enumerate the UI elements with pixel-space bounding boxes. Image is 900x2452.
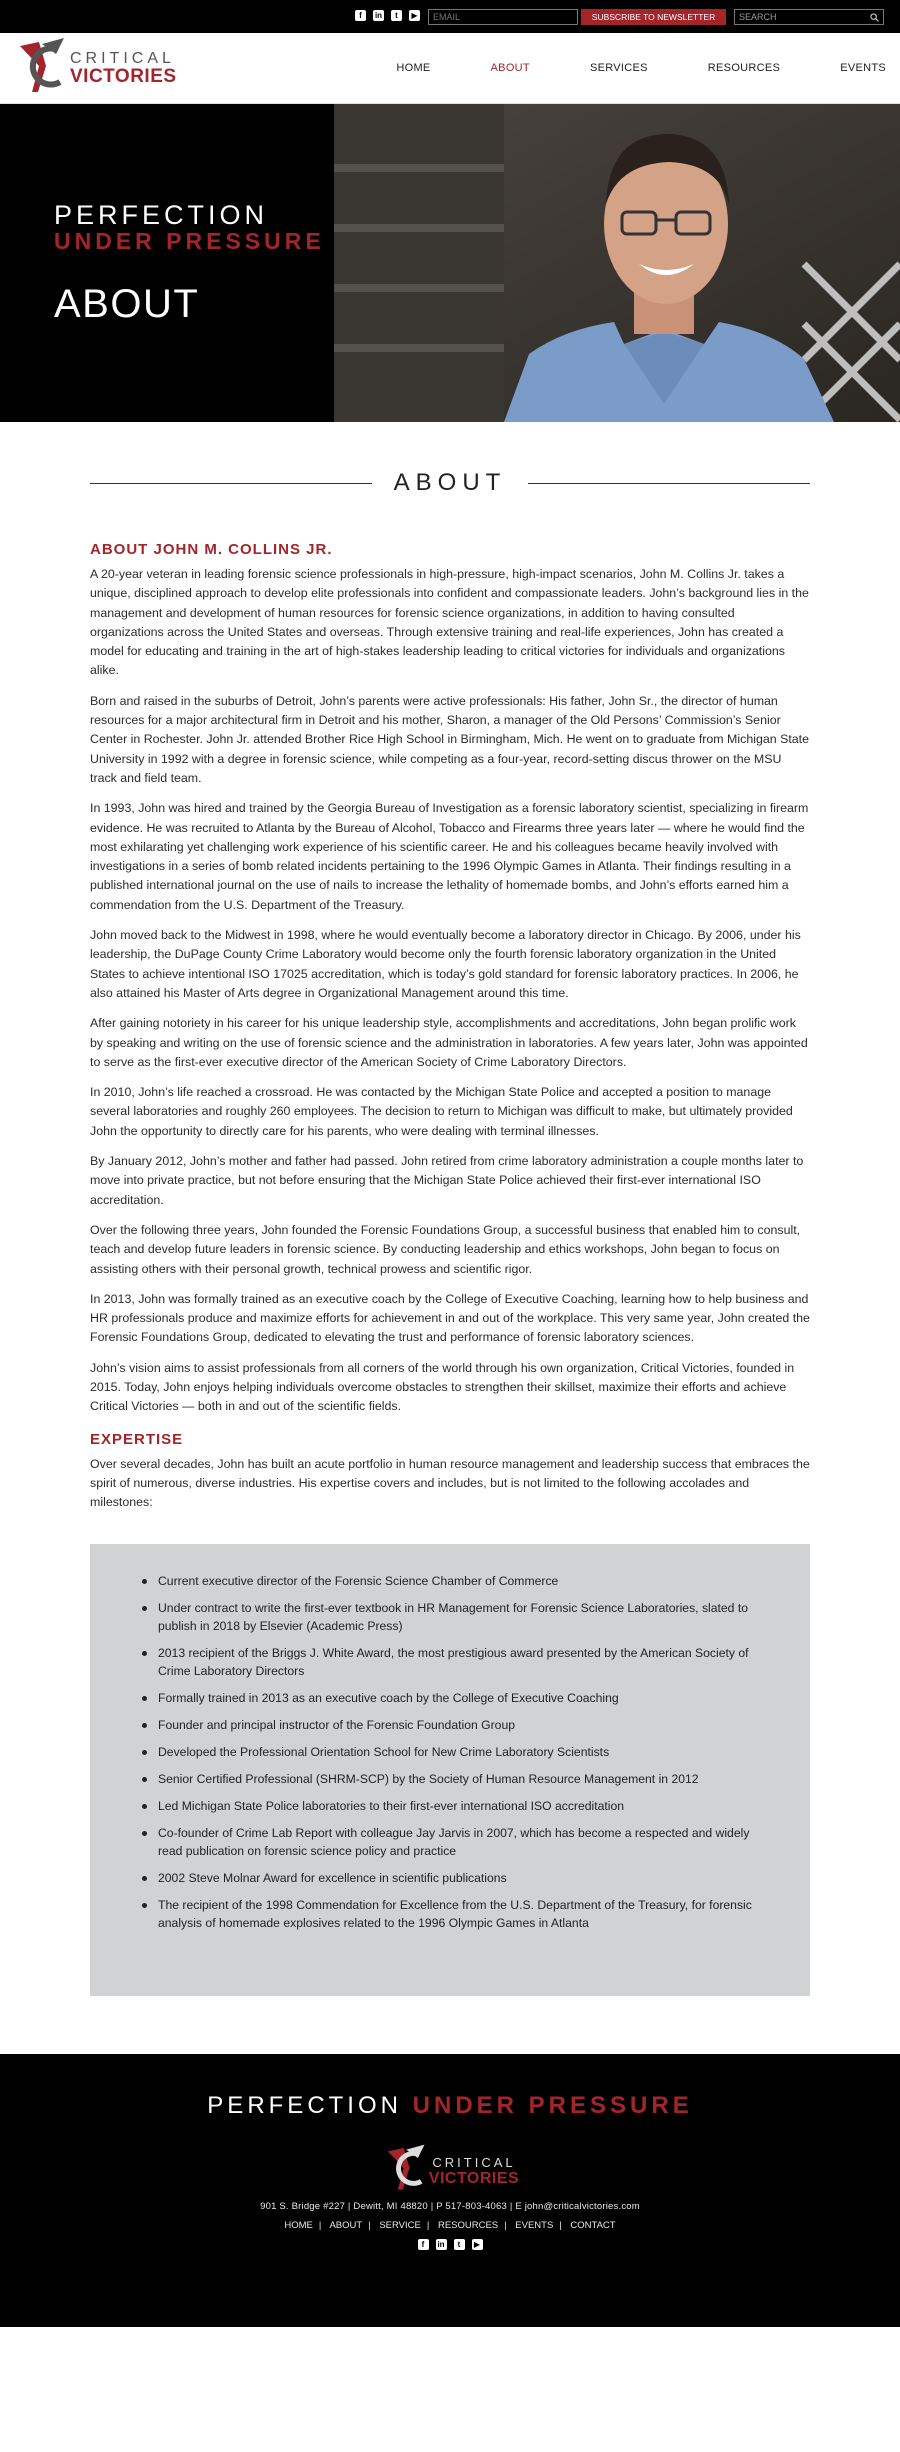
footer-nav-contact[interactable]: CONTACT [570,2220,616,2232]
list-item: Developed the Professional Orientation School for New Crime Laboratory Scientists [142,1743,770,1761]
main-nav [336,62,886,74]
logo-text-victories: VICTORIES [70,66,177,87]
hero-banner [0,104,900,422]
main-content [0,471,900,1996]
expertise-heading: EXPERTISE [90,1430,184,1448]
bio-paragraph: In 2013, John was formally trained as an executive coach by the College of Executive Coaching, learning how to help business and HR professionals produce and maximize efforts for achievement in and out of the workplace. This very same year, John created the Forensic Foundations Group, dedicated to elevating the trust and performance of forensic laboratory sciences. [90,1291,810,1345]
bio-paragraph: After gaining notoriety in his career for his unique leadership style, accomplishments and accreditations, John began prolific work by speaking and writing on the use of forensic science and the administration in laboratories. A few years later, John was appointed to serve as the first-ever executive director of the American Society of Crime Laboratory Directors. [90,1016,808,1069]
twitter-icon[interactable]: t [454,2239,465,2250]
search-field[interactable] [734,9,884,25]
top-utility-bar [0,0,900,33]
bio-paragraph: John moved back to the Midwest in 1998, where he would eventually become a laboratory director in Chicago. By 2006, under his leadership, the DuPage County Crime Laboratory would become only the fourth forensic laboratory organization in the United States to achieve intentional ISO 17025 accreditation, which is today’s gold standard for forensic laboratory practices. In 2006, he also attained his Master of Arts degree in Organizational Management around this time. [90,928,801,1000]
hero-line-perfection: PERFECTION [54,200,269,230]
list-item: Under contract to write the first-ever textbook in HR Management for Forensic Science Laboratories, slated to publish in 2018 by Elsevier (Academic Press) [142,1599,770,1635]
bio-paragraph: By January 2012, John’s mother and father had passed. John retired from crime laboratory administration a couple months later to move into private practice, but not before ensuring that the Michigan State Police achieved their first-ever international ISO accreditation. [90,1154,804,1207]
site-logo[interactable] [12,36,177,96]
list-item: Co-founder of Crime Lab Report with colleague Jay Jarvis in 2007, which has become a respected and widely read publication on forensic science policy and practice [142,1824,770,1860]
nav-about[interactable]: ABOUT [490,62,530,74]
divider-line-left [90,483,372,484]
search-placeholder: SEARCH [739,12,777,22]
linkedin-icon[interactable]: in [437,2239,445,2249]
footer-logo-victories: VICTORIES [428,2169,520,2187]
youtube-icon[interactable]: ▶ [472,2239,483,2250]
social-links [355,10,420,21]
footer-nav: HOME | ABOUT | SERVICE | RESOURCES | EVENTS | CONTACT [284,2220,616,2232]
footer-tagline-white: PERFECTION [207,2092,402,2120]
footer-logo-critical: CRITICAL [432,2154,516,2170]
linkedin-icon[interactable]: in [374,10,383,20]
bio-paragraph: John’s vision aims to assist professionals from all corners of the world through his own organization, Critical Victories, founded in 2015. Today, John enjoys helping individuals overcome obstacles to strengthen their skillset, maximize their efforts and achieve Critical Victories — both in and out of the scientific fields. [90,1360,795,1414]
search-icon[interactable] [870,13,879,22]
youtube-icon[interactable]: ▶ [409,10,420,21]
hero-line-under-pressure: UNDER PRESSURE [54,228,325,254]
portrait-photo [334,104,900,422]
footer-logo[interactable] [0,2143,900,2193]
expertise-intro: Over several decades, John has built an acute portfolio in human resource management and leadership success that embraces the spirit of numerous, diverse industries. His expertise covers and includes, but is not limited to the following accolades and milestones: [90,1456,810,1510]
bio-paragraph: Born and raised in the suburbs of Detroit, John’s parents were active professionals: His father, John Sr., the director of human resources for a major architectural firm in Detroit and his mother, Sharon, a manager of the Old Persons’ Commission’s Senior Center in Rochester. John Jr. attended Brother Rice High School in Birmingham, Mich. He went on to graduate from Michigan State University in 1992 with a degree in forensic science, while competing as a four-year, record-setting discus thrower on the MSU track and field team. [90,693,810,785]
accolades-list [130,1572,770,1932]
accolades-box [90,1544,810,1996]
newsletter-email-input[interactable] [428,9,578,25]
list-item: Senior Certified Professional (SHRM-SCP) by the Society of Human Resource Management in 2012 [142,1770,770,1788]
site-header [0,33,900,104]
bio-paragraph: In 2010, John’s life reached a crossroad. He was contacted by the Michigan State Police and accepted a position to manage several laboratories and roughly 260 employees. The decision to return to Michigan was difficult to make, but ultimately provided John the opportunity to directly care for his parents, who were dealing with terminal illnesses. [90,1085,793,1138]
nav-events[interactable]: EVENTS [840,62,886,74]
site-footer [0,2054,900,2327]
subscribe-newsletter-button[interactable]: SUBSCRIBE TO NEWSLETTER [581,9,726,25]
footer-nav-about[interactable]: ABOUT [329,2220,363,2232]
footer-nav-resources[interactable]: RESOURCES [437,2220,499,2232]
footer-nav-home[interactable]: HOME [284,2220,313,2232]
footer-social-links [0,2239,900,2250]
list-item: Current executive director of the Forensic Science Chamber of Commerce [142,1572,770,1590]
footer-tagline-red: UNDER PRESSURE [412,2092,693,2120]
nav-services[interactable]: SERVICES [589,62,648,74]
bio-paragraph: Over the following three years, John founded the Forensic Foundations Group, a successful business that enabled him to consult, teach and develop future leaders in forensic science. By conducting leadership and ethics workshops, John began to focus on assisting others with their personal growth, technical prowess and scientific rigor. [90,1222,801,1276]
list-item: Formally trained in 2013 as an executive coach by the College of Executive Coaching [142,1689,770,1707]
nav-resources[interactable]: RESOURCES [707,62,781,74]
footer-address: 901 S. Bridge #227 | Dewitt, MI 48820 | P 517-803-4063 | E john@criticalvictories.com [260,2201,640,2213]
facebook-icon[interactable]: f [418,2239,429,2250]
list-item: 2002 Steve Molnar Award for excellence in scientific publications [142,1869,770,1887]
list-item: Led Michigan State Police laboratories to their first-ever international ISO accreditation [142,1797,770,1815]
list-item: 2013 recipient of the Briggs J. White Award, the most prestigious award presented by the American Society of Crime Laboratory Directors [142,1644,770,1680]
list-item: The recipient of the 1998 Commendation for Excellence from the U.S. Department of the Treasury, for forensic analysis of homemade explosives related to the 1996 Olympic Games in Atlanta [142,1896,770,1932]
logo-mark-icon [12,36,74,96]
about-heading: ABOUT JOHN M. COLLINS JR. [90,541,333,558]
section-title: ABOUT [393,469,507,496]
bio-paragraph: In 1993, John was hired and trained by the Georgia Bureau of Investigation as a forensic laboratory scientist, specializing in firearm evidence. He was recruited to Atlanta by the Bureau of Alcohol, Tobacco and Firearms three years later — where he would find the most exhilarating yet challenging work experience of his scientific career. He and his colleagues became heavily involved with investigations in a series of bomb related incidents pertaining to the 1996 Olympic Games in Atlanta. Their findings resulting in a published international journal on the use of nails to increase the lethality of homemade bombs, and John’s efforts earned him a commendation from the U.S. Department of the Treasury. [90,801,809,912]
logo-mark-icon [381,2143,433,2193]
footer-nav-events[interactable]: EVENTS [515,2220,554,2232]
list-item: Founder and principal instructor of the Forensic Foundation Group [142,1716,770,1734]
section-divider-title [90,471,810,495]
footer-nav-service[interactable]: SERVICE [379,2220,421,2232]
logo-text-critical: CRITICAL [70,50,175,67]
nav-home[interactable]: HOME [396,62,431,74]
twitter-icon[interactable]: t [391,10,402,21]
divider-line-right [528,483,810,484]
footer-tagline [0,2054,900,2120]
hero-page-title: ABOUT [54,282,200,326]
facebook-icon[interactable]: f [355,10,366,21]
bio-paragraph: A 20-year veteran in leading forensic science professionals in high-pressure, high-impact scenarios, John M. Collins Jr. takes a unique, disciplined approach to develop elite professionals into confident and compassionate leaders. John’s background lies in the management and development of human resources for forensic science organizations, in addition to having consulted organizations across the United States and overseas. Through extensive training and real-life experiences, John has created a model for educating and training in the art of high-stakes leadership leading to critical victories for individuals and organizations alike. [90,567,809,678]
